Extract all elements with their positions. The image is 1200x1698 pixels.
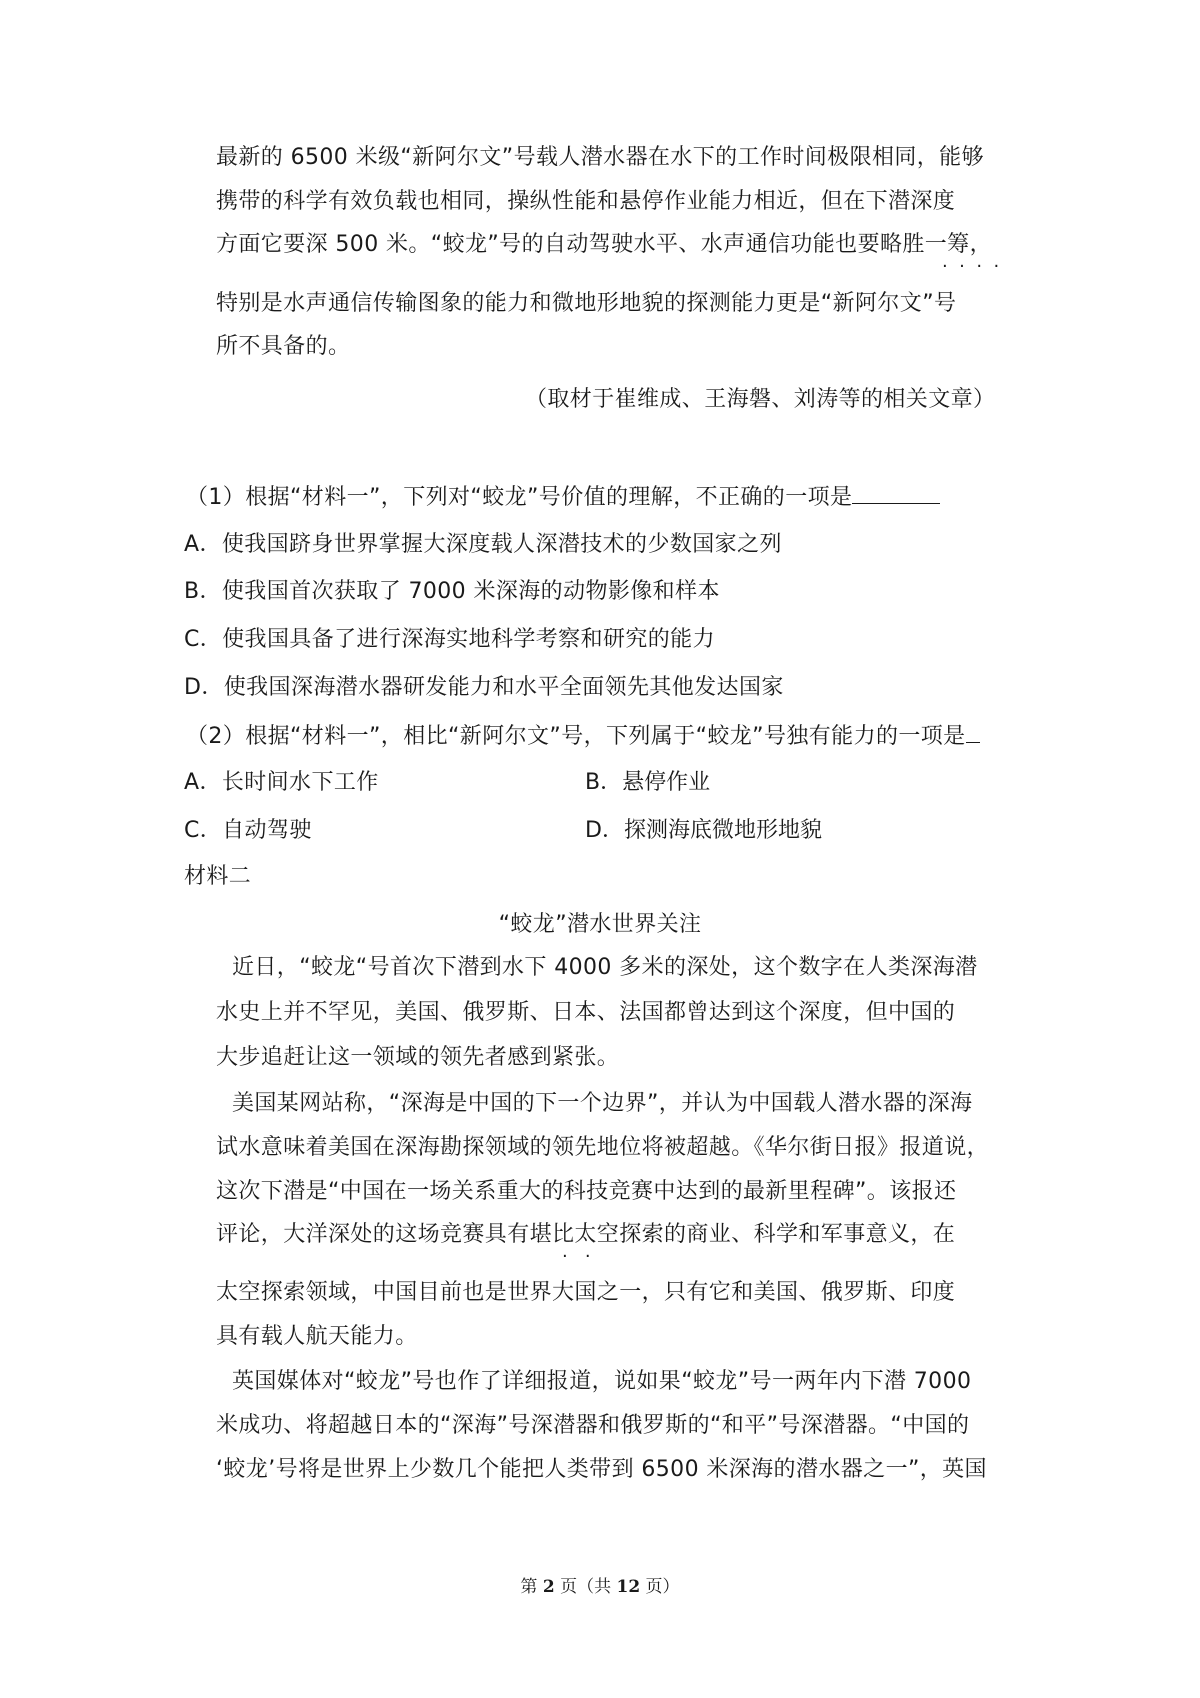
footer-suffix: 页） [640, 1577, 680, 1597]
material2-p2-line-1: 美国某网站称，“深海是中国的下一个边界”，并认为中国载人潜水器的深海 [232, 1091, 973, 1116]
page-footer [0, 1576, 1200, 1598]
q2-option-b: B．悬停作业 [585, 770, 711, 795]
footer-total-pages: 12 [616, 1577, 641, 1597]
material2-p2-line-6: 具有载人航天能力。 [216, 1324, 418, 1349]
material1-source: （取材于崔维成、王海磐、刘涛等的相关文章） [525, 387, 996, 412]
material2-p3-line-3: ‘蛟龙’号将是世界上少数几个能把人类带到 6500 米深海的潜水器之一”，英国 [216, 1457, 987, 1482]
q2-stem-text: （2）根据“材料一”，相比“新阿尔文”号，下列属于“蛟龙”号独有能力的一项是 [186, 724, 966, 749]
emphasis-dots-2: · · [562, 1246, 591, 1267]
q2-option-c: C．自动驾驶 [184, 818, 312, 843]
material1-line-5: 所不具备的。 [216, 334, 351, 359]
q2-stem [186, 720, 980, 752]
material1-line-4: 特别是水声通信传输图象的能力和微地形地貌的探测能力更是“新阿尔文”号 [216, 291, 957, 316]
footer-page-number: 2 [542, 1577, 555, 1597]
q1-option-b: B．使我国首次获取了 7000 米深海的动物影像和样本 [184, 579, 720, 604]
q2-answer-blank [966, 720, 980, 743]
q1-answer-blank [852, 481, 940, 504]
material2-p2-line-4: 评论，大洋深处的这场竞赛具有堪比太空探索的商业、科学和军事意义，在 [216, 1222, 956, 1247]
material2-p2-line-2: 试水意味着美国在深海勘探领域的领先地位将被超越。《华尔街日报》报道说， [216, 1135, 990, 1160]
material1-line-3: 方面它要深 500 米。“蛟龙”号的自动驾驶水平、水声通信功能也要略胜一筹， [216, 232, 992, 257]
material2-p2-line-3: 这次下潜是“中国在一场关系重大的科技竞赛中达到的最新里程碑”。该报还 [216, 1179, 957, 1204]
q2-option-a: A．长时间水下工作 [184, 770, 379, 795]
q2-option-d: D．探测海底微地形地貌 [585, 818, 822, 843]
q1-stem [186, 481, 940, 513]
footer-middle: 页（共 [554, 1577, 617, 1597]
footer-prefix: 第 [520, 1577, 543, 1597]
material1-line-2: 携带的科学有效负载也相同，操纵性能和悬停作业能力相近，但在下潜深度 [216, 189, 956, 214]
q1-option-a: A．使我国跻身世界掌握大深度载人深潜技术的少数国家之列 [184, 532, 782, 557]
material2-p2-line-5: 太空探索领域，中国目前也是世界大国之一，只有它和美国、俄罗斯、印度 [216, 1280, 956, 1305]
emphasis-dots-1: · · · · [942, 256, 1000, 277]
material2-p1-line-3: 大步追赶让这一领域的领先者感到紧张。 [216, 1045, 620, 1070]
q1-option-d: D．使我国深海潜水器研发能力和水平全面领先其他发达国家 [184, 675, 784, 700]
material2-p1-line-1: 近日，“蛟龙“号首次下潜到水下 4000 多米的深处，这个数字在人类深海潜 [232, 955, 978, 980]
material2-p1-line-2: 水史上并不罕见，美国、俄罗斯、日本、法国都曾达到这个深度，但中国的 [216, 1000, 956, 1025]
material2-title: “蛟龙”潜水世界关注 [498, 912, 702, 937]
material2-p3-line-2: 米成功、将超越日本的“深海”号深潜器和俄罗斯的“和平”号深潜器。“中国的 [216, 1413, 970, 1438]
material2-p3-line-1: 英国媒体对“蛟龙”号也作了详细报道，说如果“蛟龙”号一两年内下潜 7000 [232, 1369, 972, 1394]
material1-line-1: 最新的 6500 米级“新阿尔文”号载人潜水器在水下的工作时间极限相同，能够 [216, 145, 984, 170]
material2-label: 材料二 [184, 864, 252, 889]
q1-stem-text: （1）根据“材料一”，下列对“蛟龙”号价值的理解，不正确的一项是 [186, 485, 853, 510]
q1-option-c: C．使我国具备了进行深海实地科学考察和研究的能力 [184, 627, 715, 652]
